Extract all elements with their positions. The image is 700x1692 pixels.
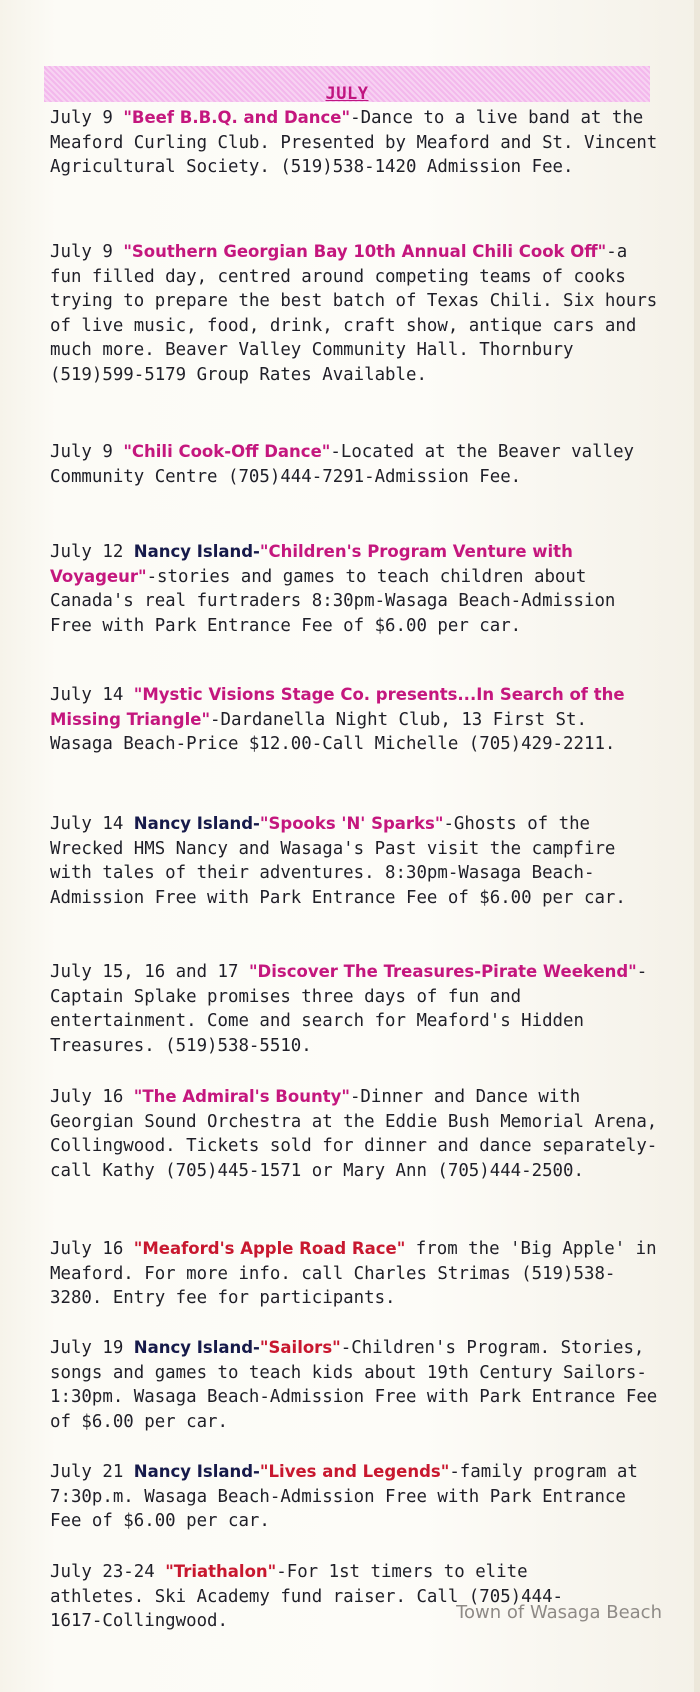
event-date: July 16 [50,1087,124,1107]
event-entry [50,440,660,489]
event-description: -Captain Splake promises three days of fun and entertainment. Come and search for Meaford's Hidden Treasures. (519)538-5510. [50,962,648,1056]
event-date: July 16 [50,1239,124,1259]
event-entry [50,1460,660,1534]
event-date: July 19 [50,1338,124,1358]
event-description: -Located at the Beaver valley Community Centre (705)444-7291-Admission Fee. [50,442,635,487]
month-title: JULY [325,84,369,104]
event-date: July 9 [50,242,113,262]
event-date: July 21 [50,1462,124,1482]
event-description: -Children's Program. Stories, songs and games to teach kids about 19th Century Sailors-1:30pm. Wasaga Beach-Admission Free with Park Entrance Fee of $6.00 per car. [50,1338,658,1432]
event-venue: Nancy Island- [133,1462,260,1481]
event-entry [50,960,660,1058]
event-entry [50,1085,660,1183]
event-title: "Southern Georgian Bay 10th Annual Chili Cook Off" [123,242,607,261]
event-title: "Triathalon" [165,1562,277,1581]
event-venue: Nancy Island- [133,814,260,833]
event-date: July 12 [50,542,124,562]
event-entry [50,106,660,180]
month-header [44,66,650,102]
event-title: "Children's Program Venture with Voyageur" [50,542,573,586]
event-entry [50,540,660,638]
event-title: "Spooks 'N' Sparks" [259,814,444,833]
event-date: July 15, 16 and 17 [50,962,239,982]
event-entry [50,683,660,757]
event-entry [50,1237,660,1311]
event-entry [50,1336,660,1434]
event-venue: Nancy Island- [133,542,260,561]
watermark-label: Town of Wasaga Beach [456,1602,662,1623]
event-title: "Lives and Legends" [259,1462,450,1481]
event-description: -a fun filled day, centred around competing teams of cooks trying to prepare the best batch of Texas Chili. Six hours of live music, food, drink, craft show, antique cars and much more. Beaver Valley Community Hall. Thornbury (519)599-5179 Group Rates Available. [50,242,658,385]
event-description: -stories and games to teach children about Canada's real furtraders 8:30pm-Wasaga Beach-Admission Free with Park Entrance Fee of $6.00 per car. [50,566,616,636]
event-date: July 14 [50,685,124,705]
event-description: -For 1st timers to elite athletes. Ski Academy fund raiser. Call (705)444-1617-Collingwood. [50,1562,564,1631]
event-title: "Mystic Visions Stage Co. presents...In Search of the Missing Triangle" [50,685,625,729]
event-title: "Meaford's Apple Road Race" [133,1239,406,1258]
event-date: July 23-24 [50,1562,155,1582]
event-date: July 9 [50,108,113,128]
event-description: -family program at 7:30p.m. Wasaga Beach-Admission Free with Park Entrance Fee of $6.00 per car. [50,1462,638,1531]
page-edge [694,0,700,1692]
event-venue: Nancy Island- [133,1338,260,1357]
event-date: July 14 [50,814,124,834]
event-title: "Chili Cook-Off Dance" [123,442,331,461]
event-title: "The Admiral's Bounty" [133,1087,350,1106]
event-description: -Ghosts of the Wrecked HMS Nancy and Wasaga's Past visit the campfire with tales of their adventures. 8:30pm-Wasaga Beach-Admission Free with Park Entrance Fee of $6.00 per car. [50,814,626,908]
event-title: "Discover The Treasures-Pirate Weekend" [248,962,637,981]
event-date: July 9 [50,442,113,462]
event-description: -Dinner and Dance with Georgian Sound Orchestra at the Eddie Bush Memorial Arena, Collingwood. Tickets sold for dinner and dance separately-call Kathy (705)445-1571 or Mary Ann (705)444-2500. [50,1087,658,1181]
event-entry [50,240,660,387]
event-entry [50,812,660,910]
event-description: -Dardanella Night Club, 13 First St. Wasaga Beach-Price $12.00-Call Michelle (705)429-2211. [50,709,616,754]
event-description: from the 'Big Apple' in Meaford. For more info. call Charles Strimas (519)538-3280. Entry fee for participants. [50,1239,657,1308]
event-title: "Beef B.B.Q. and Dance" [123,108,351,127]
event-description: -Dance to a live band at the Meaford Curling Club. Presented by Meaford and St. Vincent Agricultural Society. (519)538-1420 Admission Fee. [50,108,658,177]
event-title: "Sailors" [259,1338,341,1357]
